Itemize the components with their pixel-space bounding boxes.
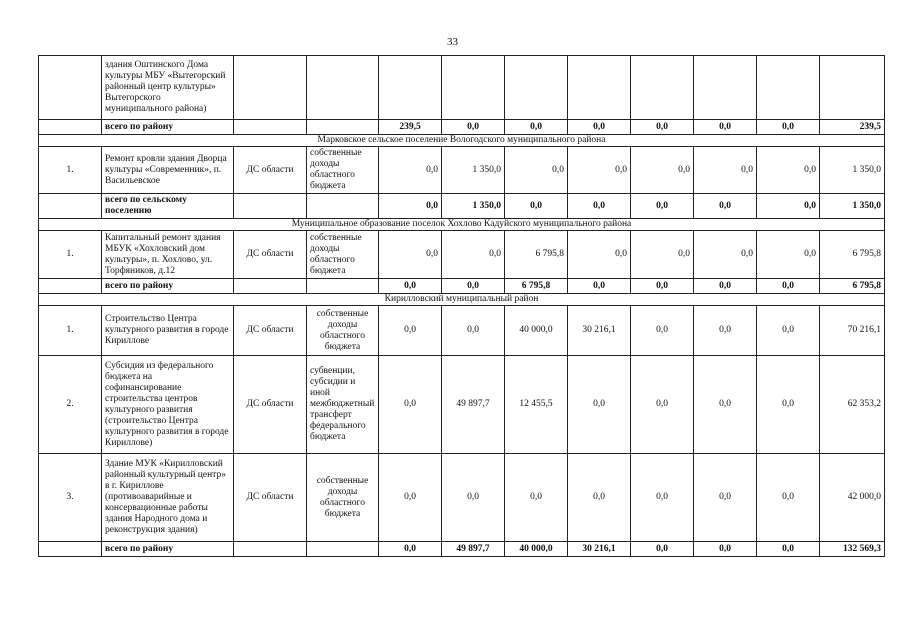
page-number: 33 [447,36,458,48]
table-row: 1. Ремонт кровли здания Дворца культуры «Современник», п. Васильевское ДС области собственные доходы областного бюджета 0,0 1 350,0 0,0 0,0 0,0 0,0 0,0 1 350,0 [39,147,885,194]
section-header: Марковское сельское поселение Вологодского муниципального района [39,135,885,147]
total-row: всего по району 239,5 0,0 0,0 0,0 0,0 0,0 0,0 239,5 [39,120,885,135]
total-row: всего по району 0,0 0,0 6 795,8 0,0 0,0 0,0 0,0 6 795,8 [39,279,885,294]
table-row: 1. Капитальный ремонт здания МБУК «Хохловский дом культуры», п. Хохлово, ул. Торфяников, д.12 ДС области собственные доходы областного бюджета 0,0 0,0 6 795,8 0,0 0,0 0,0 0,0 6 795,8 [39,231,885,279]
total-row: всего по сельскому поселению 0,0 1 350,0 0,0 0,0 0,0 0,0 0,0 1 350,0 [39,194,885,219]
section-header: Муниципальное образование поселок Хохлово Кадуйского муниципального района [39,219,885,231]
total-row: всего по району 0,0 49 897,7 40 000,0 30 216,1 0,0 0,0 0,0 132 569,3 [39,542,885,557]
table-row: 2. Субсидия из федерального бюджета на софинансирование строительства центров культурного развития (строительство Центра культурного развития в городе Кириллове) ДС области субвенции, субсидии и иной межбюджетный трансферт федерального бюджета 0,0 49 897,7 12 455,5 0,0 0,0 0,0 0,0 62 353,2 [39,356,885,454]
table-row: 1. Строительство Центра культурного развития в городе Кириллове ДС области собственные доходы областного бюджета 0,0 0,0 40 000,0 30 216,1 0,0 0,0 0,0 70 216,1 [39,306,885,356]
table-row [39,56,885,120]
object-name-cell: здания Оштинского Дома культуры МБУ «Вытегорский районный центр культуры» Вытегорского муниципального района) [102,56,234,120]
table-row: 3. Здание МУК «Кирилловский районный культурный центр» в г. Кириллове (противоаварийные и консервационные работы здания Народного дома и реконструкция здания) ДС области собственные доходы областного бюджета 0,0 0,0 0,0 0,0 0,0 0,0 0,0 42 000,0 [39,454,885,542]
program-table [38,55,885,557]
section-header: Кирилловский муниципальный район [39,294,885,306]
